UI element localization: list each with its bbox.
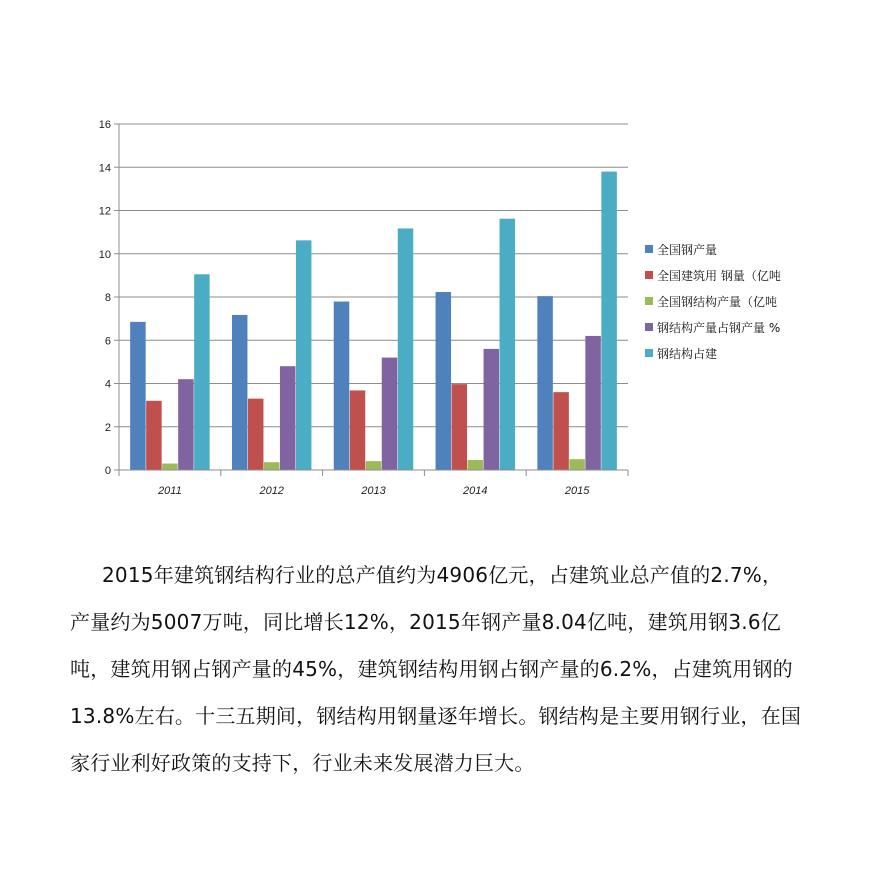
legend-swatch xyxy=(645,323,653,331)
y-axis xyxy=(99,119,119,477)
bar-2011-series-1 xyxy=(130,322,146,470)
legend-swatch xyxy=(645,297,653,305)
y-tick-label: 6 xyxy=(104,335,111,348)
bar-2011-series-2 xyxy=(146,401,162,470)
body-paragraph: 2015年建筑钢结构行业的总产值约为4906亿元，占建筑业总产值的2.7%，产量约为5007万吨，同比增长12%，2015年钢产量8.04亿吨，建筑用钢3.6亿吨，建筑用钢占钢产量的45%，建筑钢结构用钢占钢产量的6.2%，占建筑用钢的13.8%左右。十三五期间，钢结构用钢量逐年增长。钢结构是主要用钢行业，在国家行业利好政策的支持下，行业未来发展潜力巨大。 xyxy=(70,563,802,775)
x-tick-label: 2015 xyxy=(564,485,590,497)
bar-2011-series-5 xyxy=(194,274,210,470)
bar-2012-series-5 xyxy=(296,240,312,470)
y-tick-label: 4 xyxy=(104,378,111,391)
legend-label: 全国钢产量 xyxy=(657,243,718,257)
legend-swatch xyxy=(645,349,653,357)
bar-2015-series-4 xyxy=(585,336,601,470)
x-tick-label: 2012 xyxy=(259,485,284,497)
bar-2012-series-2 xyxy=(248,399,264,470)
y-tick-label: 0 xyxy=(104,465,111,477)
bar-2014-series-4 xyxy=(484,349,500,470)
y-tick-label: 14 xyxy=(98,162,111,175)
y-tick-label: 8 xyxy=(104,292,111,304)
bar-2014-series-5 xyxy=(500,219,516,470)
legend-label: 全国钢结构产量（亿吨 xyxy=(657,295,778,309)
legend xyxy=(645,242,781,361)
legend-label: 钢结构占建 xyxy=(657,347,718,361)
bar-2013-series-5 xyxy=(398,228,414,470)
bar-2012-series-4 xyxy=(280,366,296,470)
legend-swatch xyxy=(645,271,653,279)
y-tick-label: 16 xyxy=(98,119,111,131)
x-axis xyxy=(119,470,628,497)
bar-2011-series-4 xyxy=(178,379,194,470)
bar-2015-series-2 xyxy=(553,392,569,470)
x-tick-label: 2011 xyxy=(158,485,182,497)
bar-2015-series-3 xyxy=(569,459,585,470)
x-tick-label: 2014 xyxy=(463,485,488,497)
bar-2013-series-3 xyxy=(366,461,382,470)
bar-2014-series-2 xyxy=(452,384,468,470)
y-tick-label: 12 xyxy=(98,205,111,218)
bar-2014-series-1 xyxy=(436,292,452,470)
bar-2013-series-2 xyxy=(350,390,366,470)
legend-label: 全国建筑用 钢量（亿吨 xyxy=(657,269,781,283)
bar-2015-series-1 xyxy=(537,296,553,470)
bar-2014-series-3 xyxy=(468,460,484,470)
bar-2015-series-5 xyxy=(601,172,617,470)
chart-bars xyxy=(130,172,617,470)
bar-2013-series-1 xyxy=(334,302,350,470)
legend-swatch xyxy=(645,245,653,253)
y-tick-label: 10 xyxy=(98,248,111,261)
bar-2013-series-4 xyxy=(382,358,398,470)
y-tick-label: 2 xyxy=(104,421,111,434)
x-tick-label: 2013 xyxy=(361,485,386,497)
bar-2012-series-1 xyxy=(232,315,248,470)
bar-2012-series-3 xyxy=(264,462,280,470)
bar-2011-series-3 xyxy=(162,464,178,470)
legend-label: 钢结构产量占钢产量 % xyxy=(657,321,781,335)
